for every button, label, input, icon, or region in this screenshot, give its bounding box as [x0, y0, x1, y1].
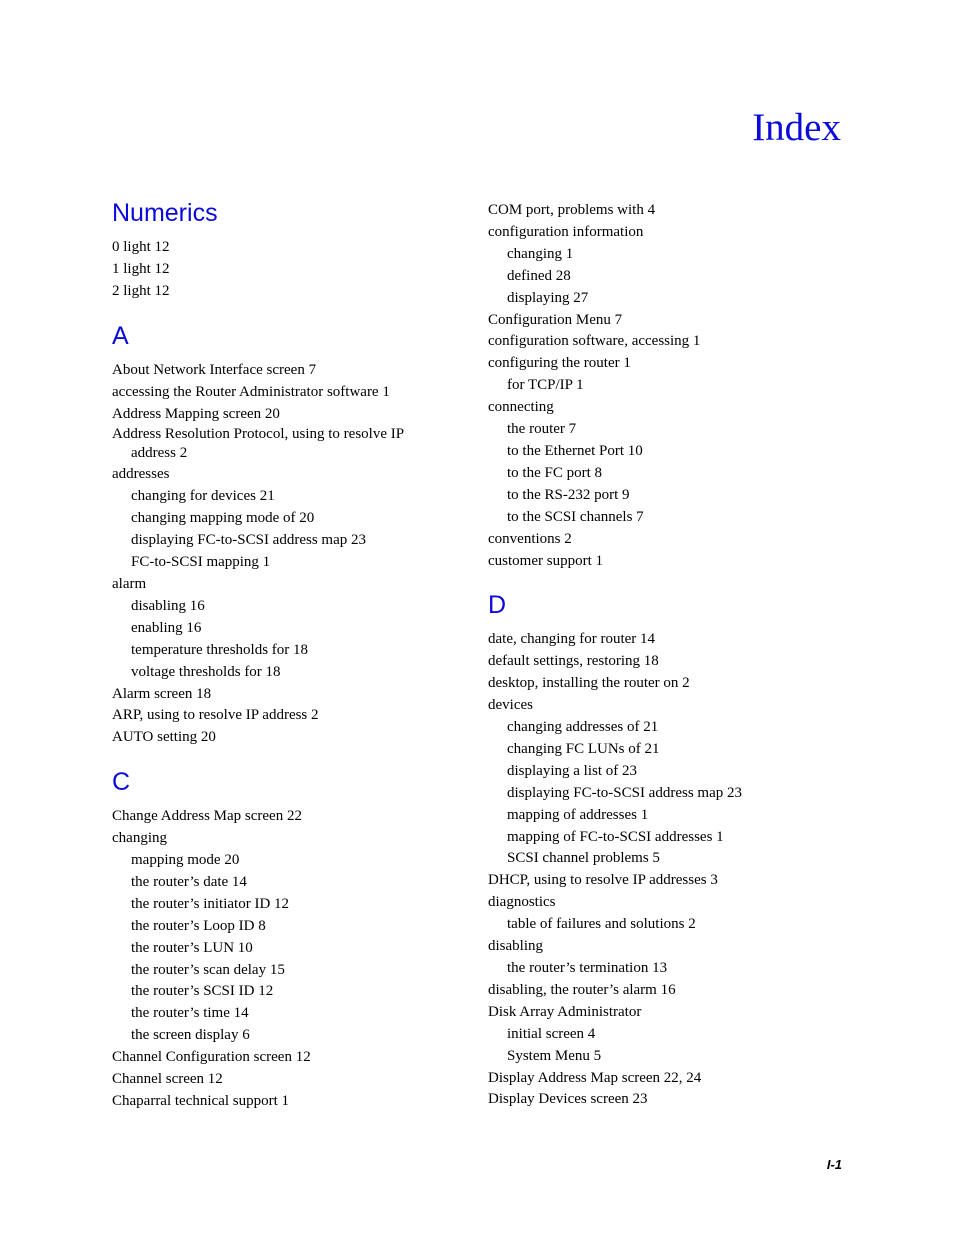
page-number: I-1 [826, 1157, 842, 1172]
index-subentry: changing 1 [507, 245, 574, 262]
index-subentry: displaying FC-to-SCSI address map 23 [507, 784, 742, 801]
section-c-continued [488, 200, 828, 572]
index-entry: Display Devices screen 23 [488, 1091, 648, 1108]
index-entry: Chaparral technical support 1 [112, 1093, 290, 1109]
index-subentry: displaying 27 [507, 289, 589, 306]
index-subentry: for TCP/IP 1 [507, 377, 584, 394]
index-entry: desktop, installing the router on 2 [488, 675, 690, 692]
index-subentry: table of failures and solutions 2 [507, 916, 696, 933]
index-entry: addresses [112, 466, 170, 483]
index-entry: default settings, restoring 18 [488, 653, 659, 670]
index-entry: Display Address Map screen 22, 24 [488, 1069, 702, 1086]
index-entry: connecting [488, 399, 554, 416]
index-subentry: the router’s SCSI ID 12 [131, 983, 274, 1000]
section-d [488, 590, 828, 1111]
index-entry: devices [488, 697, 533, 714]
index-entry: alarm [112, 575, 147, 592]
index-subentry: the router 7 [507, 421, 577, 438]
index-entry: configuration information [488, 223, 644, 240]
index-entry: AUTO setting 20 [112, 729, 216, 746]
index-entry: ARP, using to resolve IP address 2 [112, 707, 319, 724]
index-subentry: temperature thresholds for 18 [131, 641, 309, 658]
index-subentry: displaying a list of 23 [507, 762, 637, 779]
index-subentry: enabling 16 [131, 619, 202, 636]
section-heading-a: A [112, 321, 129, 350]
page-title: Index [752, 106, 841, 149]
index-entry: changing [112, 830, 167, 847]
index-entry: Channel screen 12 [112, 1071, 223, 1088]
index-subentry: changing for devices 21 [131, 488, 275, 505]
index-entry: accessing the Router Administrator software 1 [112, 383, 390, 400]
index-subentry: displaying FC-to-SCSI address map 23 [131, 532, 366, 549]
index-entry: diagnostics [488, 894, 556, 911]
index-entry: 1 light 12 [112, 260, 170, 277]
index-entry: DHCP, using to resolve IP addresses 3 [488, 872, 718, 889]
index-entry: disabling, the router’s alarm 16 [488, 981, 676, 998]
index-entry: COM port, problems with 4 [488, 202, 656, 218]
index-subentry: the router’s termination 13 [507, 960, 668, 976]
index-subentry: defined 28 [507, 267, 571, 284]
index-subentry: changing FC LUNs of 21 [507, 740, 660, 757]
index-column-left [112, 198, 452, 1131]
index-subentry: the router’s Loop ID 8 [131, 917, 266, 934]
index-entry: date, changing for router 14 [488, 631, 656, 648]
index-entry: About Network Interface screen 7 [112, 361, 317, 378]
index-subentry: FC-to-SCSI mapping 1 [131, 554, 271, 571]
index-entry: configuration software, accessing 1 [488, 333, 701, 350]
index-subentry: the screen display 6 [131, 1027, 250, 1044]
index-subentry: changing mapping mode of 20 [131, 510, 315, 527]
index-subentry: System Menu 5 [507, 1047, 602, 1064]
index-subentry: SCSI channel problems 5 [507, 850, 660, 867]
index-entry: Channel Configuration screen 12 [112, 1049, 311, 1066]
index-subentry: to the Ethernet Port 10 [507, 442, 643, 459]
index-subentry: changing addresses of 21 [507, 719, 659, 736]
index-subentry: the router’s time 14 [131, 1005, 249, 1022]
index-subentry: to the RS-232 port 9 [507, 486, 630, 503]
index-entry: 2 light 12 [112, 282, 170, 299]
index-subentry: mapping of FC-to-SCSI addresses 1 [507, 828, 724, 845]
index-subentry: mapping mode 20 [131, 852, 240, 869]
index-column-right [488, 200, 828, 1129]
index-entry: conventions 2 [488, 530, 572, 547]
section-a [112, 321, 452, 750]
index-entry: Alarm screen 18 [112, 685, 212, 702]
index-subentry: mapping of addresses 1 [507, 806, 649, 823]
index-subentry: to the SCSI channels 7 [507, 508, 644, 525]
index-entry: 0 light 12 [112, 239, 170, 255]
index-subentry: disabling 16 [131, 597, 205, 614]
index-entry: configuring the router 1 [488, 355, 631, 372]
index-entry: Disk Array Administrator [488, 1003, 642, 1020]
index-subentry: voltage thresholds for 18 [131, 663, 281, 680]
section-heading-numerics: Numerics [112, 199, 218, 227]
section-numerics [112, 198, 452, 303]
index-entry: Address Mapping screen 20 [112, 405, 280, 422]
index-subentry: to the FC port 8 [507, 464, 603, 481]
index-entry-text: Address Resolution Protocol, using to resolve IP [112, 426, 405, 443]
index-subentry: the router’s date 14 [131, 873, 247, 890]
index-entry: customer support 1 [488, 552, 603, 569]
index-entry: Configuration Menu 7 [488, 311, 623, 328]
index-subentry: the router’s scan delay 15 [131, 961, 285, 978]
index-entry: disabling [488, 938, 543, 955]
index-entry-continuation: address 2 [131, 445, 188, 462]
section-heading-d: D [488, 591, 507, 620]
index-subentry: the router’s LUN 10 [131, 939, 253, 956]
index-entry [112, 425, 452, 464]
index-subentry: the router’s initiator ID 12 [131, 895, 290, 912]
section-heading-c: C [112, 768, 131, 797]
index-entry: Change Address Map screen 22 [112, 808, 302, 825]
section-c [112, 767, 452, 1113]
index-subentry: initial screen 4 [507, 1025, 596, 1042]
